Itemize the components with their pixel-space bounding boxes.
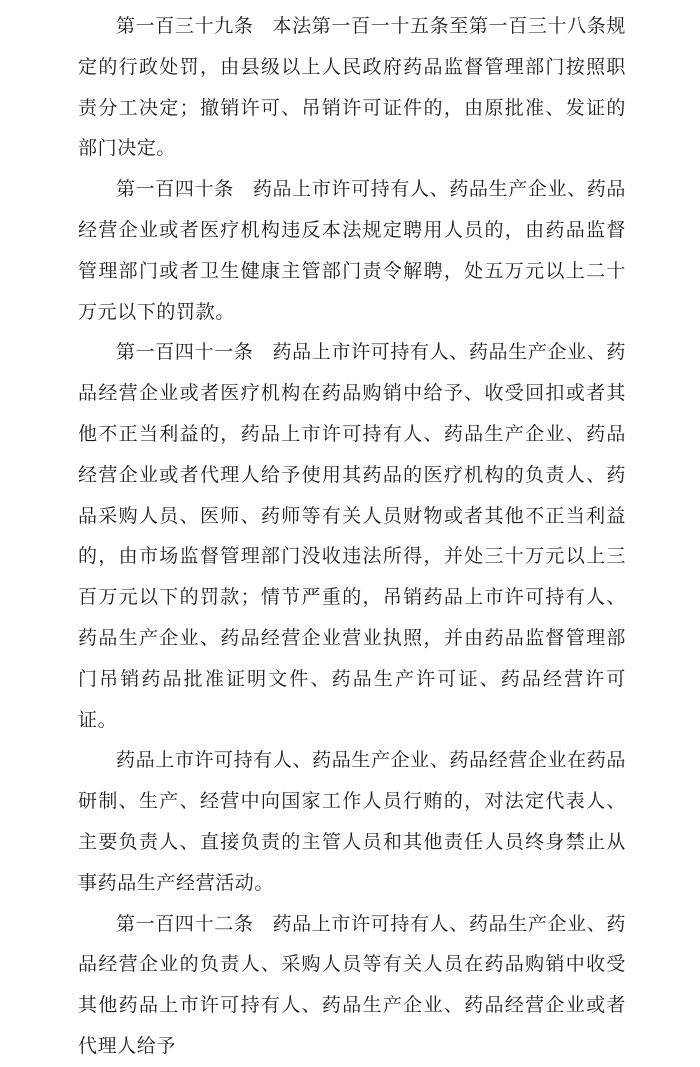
article-140: [78, 169, 626, 332]
article-text: 本法第一百一十五条至第一百三十八条规定的行政处罚，由县级以上人民政府药品监督管理部门按照职责分工决定；撤销许可、吊销许可证件的，由原批准、发证的部门决定。: [78, 15, 626, 160]
article-text: 药品上市许可持有人、药品生产企业、药品经营企业的负责人、采购人员等有关人员在药品购销中收受其他药品上市许可持有人、药品生产企业、药品经营企业或者代理人给予: [78, 912, 626, 1057]
article-number: 第一百四十条: [116, 178, 234, 201]
article-text: 药品上市许可持有人、药品生产企业、药品经营企业或者医疗机构在药品购销中给予、收受回扣或者其他不正当利益的，药品上市许可持有人、药品生产企业、药品经营企业或者代理人给予使用其药品的医疗机构的负责人、药品采购人员、医师、药师等有关人员财物或者其他不正当利益的，由市场监督管理部门没收违法所得，并处三十万元以上三百万元以下的罚款；情节严重的，吊销药品上市许可持有人、药品生产企业、药品经营企业营业执照，并由药品监督管理部门吊销药品批准证明文件、药品生产许可证、药品经营许可证。: [78, 341, 626, 731]
article-text: 药品上市许可持有人、药品生产企业、药品经营企业在药品研制、生产、经营中向国家工作人员行贿的，对法定代表人、主要负责人、直接负责的主管人员和其他责任人员终身禁止从事药品生产经营活动。: [78, 749, 626, 894]
article-139: [78, 6, 626, 169]
article-141: [78, 332, 626, 740]
article-text: 药品上市许可持有人、药品生产企业、药品经营企业或者医疗机构违反本法规定聘用人员的，由药品监督管理部门或者卫生健康主管部门责令解聘，处五万元以上二十万元以下的罚款。: [78, 178, 626, 323]
article-141-paragraph-2: [78, 740, 626, 903]
article-number: 第一百三十九条: [116, 15, 254, 37]
document-body: [78, 6, 626, 1067]
article-number: 第一百四十一条: [116, 341, 254, 364]
article-142: [78, 904, 626, 1067]
article-number: 第一百四十二条: [116, 912, 254, 935]
